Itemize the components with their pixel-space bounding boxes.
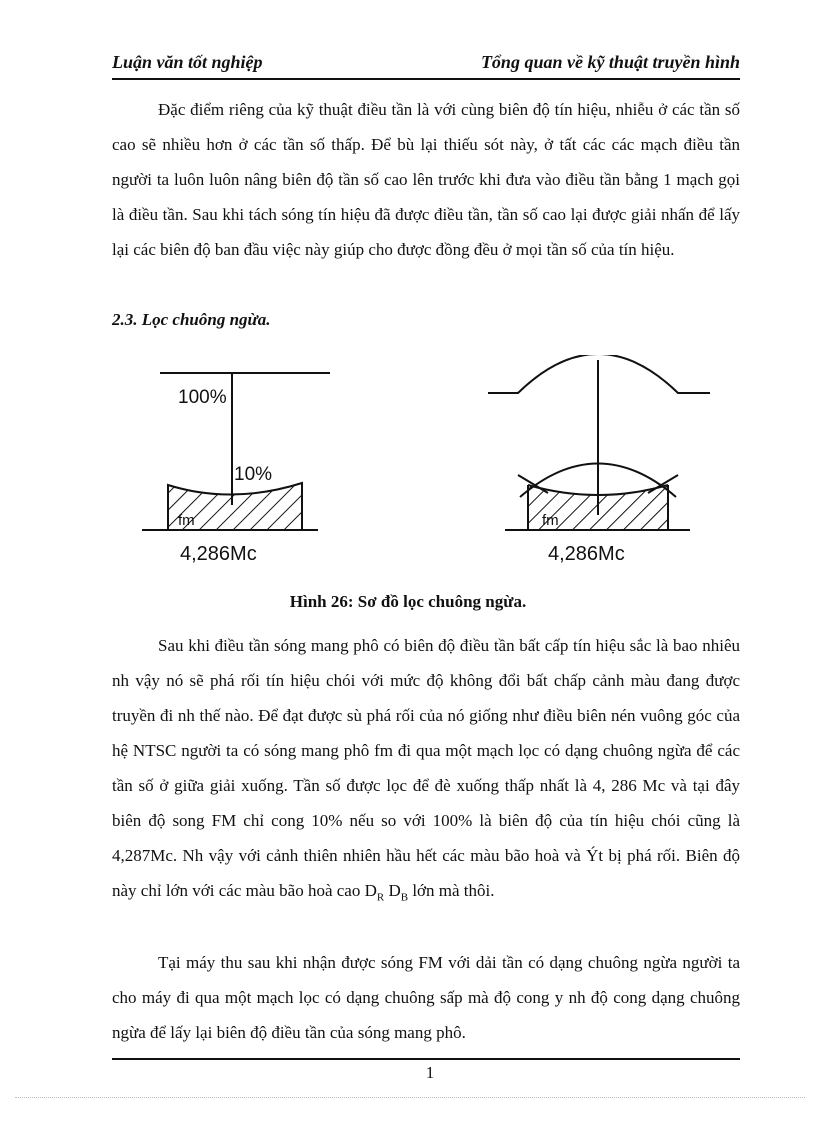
paragraph-3-text: Tại máy thu sau khi nhận được sóng FM với dải tần có dạng chuông ngừa người ta cho máy đi qua một mạch lọc có dạng chuông sấp mà độ cong y nh độ cong dạng chuông ngừa để lấy lại biên độ điều tần của sóng mang phô. — [112, 953, 740, 1042]
paragraph-3 — [112, 945, 740, 1050]
left-diagram — [142, 373, 330, 565]
right-diagram — [488, 355, 710, 565]
paragraph-1-text: Đặc điểm riêng của kỹ thuật điều tần là với cùng biên độ tín hiệu, nhiễu ở các tần số cao sẽ nhiều hơn ở các tần số thấp. Để bù lại thiếu sót này, ở tất các các mạch điều tần người ta luôn luôn nâng biên độ tần số cao lên trước khi đưa vào điều tần bằng 1 mạch gọi là điều tần. Sau khi tách sóng tín hiệu đã được điều tần, tần số cao lại được giải nhấn để lấy lại các biên độ ban đầu việc này giúp cho được đồng đều ở mọi tần số của tín hiệu. — [112, 100, 740, 259]
dr-symbol: $D_R$ — [364, 881, 385, 904]
right-label-fm: fm — [542, 512, 559, 529]
section-heading: 2.3. Lọc chuông ngừa. — [112, 310, 271, 329]
page-number: 1 — [425, 1063, 435, 1082]
left-label-100: 100% — [178, 387, 227, 408]
db-symbol: $D_B$ — [388, 881, 409, 904]
page-header — [112, 50, 740, 80]
paragraph-2 — [112, 628, 740, 915]
footer-rule — [112, 1058, 740, 1060]
figure-caption: Hình 26: Sơ đồ lọc chuông ngừa. — [289, 592, 527, 611]
paragraph-1 — [112, 92, 740, 267]
figure-svg — [0, 355, 816, 585]
paragraph-2-text: Sau khi điều tần sóng mang phô có biên độ điều tần bất cấp tín hiệu sắc là bao nhiêu nh vậy nó sẽ phá rối tín hiệu chói với mức độ không đổi bất chấp cảnh màu đang được truyền đi nh thế nào. Để đạt được sù phá rối của nó giống như điều biên nén vuông góc của hệ NTSC người ta có sóng mang phô fm đi qua một mạch lọc có dạng chuông ngừa để các tần số ở giữa giải xuống. Tần số được lọc để đè xuống thấp nhất là 4, 286 Mc và tại đây biên độ song FM chỉ cong 10% nếu so với 100% là biên độ của tín hiệu chói cũng là 4,287Mc. Nh vậy với cảnh thiên nhiên hầu hết các màu bão hoà và Ýt bị phá rối. Biên độ này chỉ lớn với các màu bão hoà cao — [112, 636, 740, 900]
page-bottom-dotted-line — [15, 1097, 805, 1098]
paragraph-2-end: lớn mà thôi. — [412, 881, 495, 900]
header-right-title: Tổng quan về kỹ thuật truyền hình — [480, 52, 740, 72]
left-label-fm: fm — [178, 512, 195, 529]
left-label-10: 10% — [234, 464, 273, 485]
header-left-title: Luận văn tốt nghiệp — [112, 52, 263, 72]
right-label-freq: 4,286Mc — [548, 543, 625, 565]
left-label-freq: 4,286Mc — [180, 543, 257, 565]
figure-bell-filter — [0, 355, 816, 585]
